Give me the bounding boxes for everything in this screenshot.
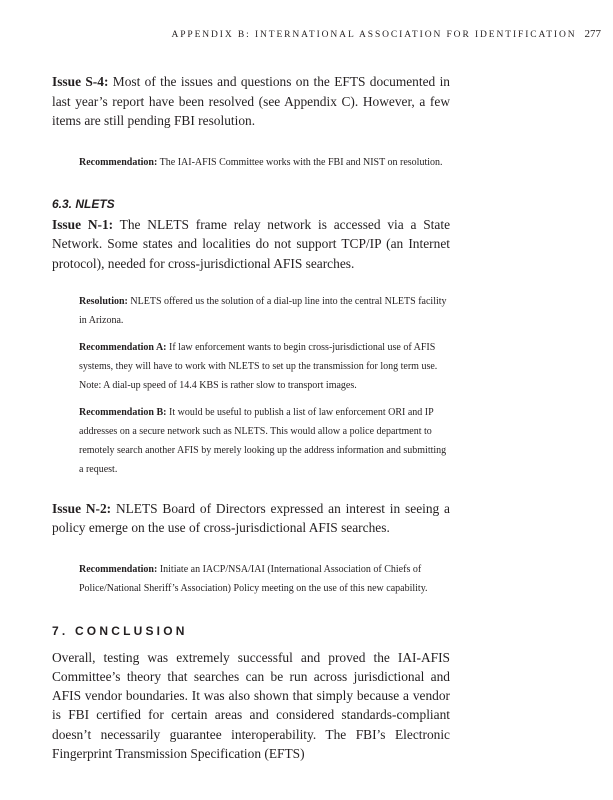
recommendation-b	[79, 403, 450, 479]
resolution-n1-text: NLETS offered us the solution of a dial-up line into the central NLETS facility in Arizona.	[79, 295, 447, 326]
recommendation-b-text: It would be useful to publish a list of law enforcement ORI and IP addresses on a secure network such as NLETS. This would allow a police department to remotely search another AFIS by merely looking up the address information and submitting a request.	[79, 406, 447, 475]
recommendation-s4-label: Recommendation:	[79, 156, 158, 168]
page-number: 277	[584, 28, 601, 40]
recommendation-a	[79, 338, 450, 395]
recommendation-a-text: If law enforcement wants to begin cross-jurisdictional use of AFIS systems, they will have to work with NLETS to set up the transmission for long term use. Note: A dial-up speed of 14.4 KBS is rather slow to transport images.	[79, 341, 438, 391]
recommendation-s4	[79, 153, 450, 172]
recommendation-n2-text: Initiate an IACP/NSA/IAI (International Association of Chiefs of Police/National Sheriff’s Association) Policy meeting on the use of this new capability.	[79, 563, 428, 594]
section-6-3-heading: 6.3. NLETS	[52, 196, 115, 211]
resolution-n1	[79, 292, 450, 330]
conclusion-paragraph: Overall, testing was extremely successful and proved the IAI-AFIS Committee’s theory that searches can be run across jurisdictional and AFIS vendor boundaries. It was also shown that simply because a vendor is FBI certified for certain areas and considered standards-compliant doesn’t necessarily guarantee interoperability. The FBI’s Electronic Fingerprint Transmission Specification (EFTS)	[52, 649, 450, 761]
recommendation-s4-text: The IAI-AFIS Committee works with the FBI and NIST on resolution.	[159, 156, 443, 168]
issue-n2-label: Issue N-2:	[52, 500, 112, 516]
page-content	[52, 72, 450, 763]
section-7-heading: 7. CONCLUSION	[52, 623, 188, 638]
issue-n1	[52, 215, 450, 274]
recommendation-n2	[79, 560, 450, 598]
recommendation-a-label: Recommendation A:	[79, 341, 167, 353]
recommendation-b-label: Recommendation B:	[79, 406, 167, 418]
running-head	[171, 28, 601, 40]
issue-n1-label: Issue N-1:	[52, 216, 114, 232]
running-head-title: APPENDIX B: INTERNATIONAL ASSOCIATION FOR IDENTIFICATION	[171, 30, 577, 40]
issue-s4	[52, 72, 450, 131]
issue-n1-text: The NLETS frame relay network is accessed via a State Network. Some states and localities do not support TCP/IP (an Internet protocol), needed for cross-jurisdictional AFIS searches.	[52, 216, 451, 271]
resolution-n1-label: Resolution:	[79, 295, 128, 307]
issue-n2	[52, 499, 450, 538]
issue-s4-label: Issue S-4:	[52, 74, 109, 89]
issue-s4-text: Most of the issues and questions on the EFTS documented in last year’s report have been resolved (see Appendix C). However, a few items are still pending FBI resolution.	[52, 74, 450, 129]
recommendation-n2-label: Recommendation:	[79, 563, 158, 575]
issue-n2-text: NLETS Board of Directors expressed an interest in seeing a policy emerge on the use of cross-jurisdictional AFIS searches.	[52, 500, 450, 536]
